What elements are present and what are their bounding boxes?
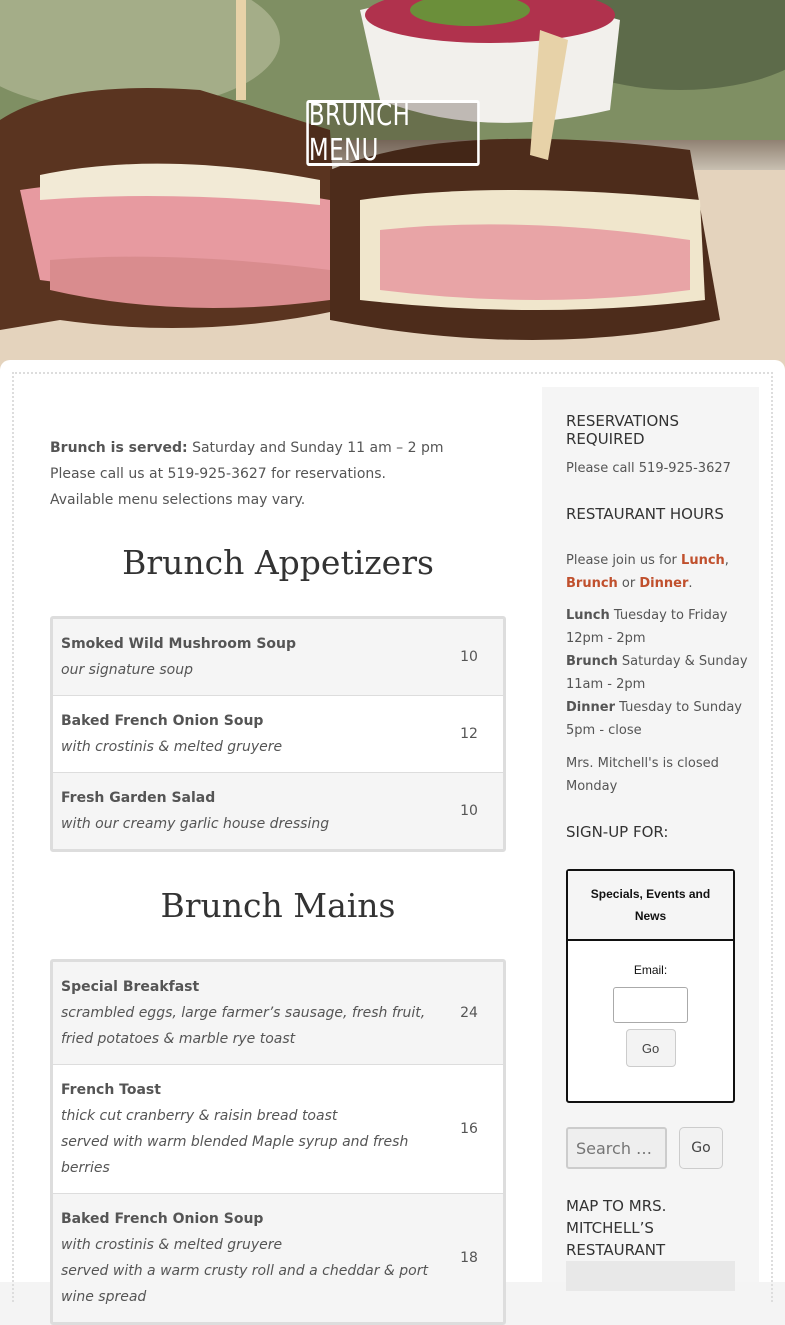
menu-item-desc: with crostinis & melted gruyere bbox=[61, 1237, 283, 1253]
mains-heading: Brunch Mains bbox=[160, 886, 396, 925]
search-go-button[interactable]: Go bbox=[679, 1127, 723, 1169]
map-embed[interactable] bbox=[566, 1261, 735, 1291]
menu-item-text bbox=[61, 1077, 451, 1181]
menu-item-desc: scrambled eggs, large farmer’s sausage, fresh fruit, bbox=[61, 1005, 426, 1021]
brunch-link[interactable]: Brunch bbox=[566, 576, 618, 591]
dinner-hours-value: Tuesday to Sunday 5pm - close bbox=[566, 700, 742, 738]
menu-item-name: Baked French Onion Soup bbox=[61, 713, 264, 729]
reservations-widget-title: RESERVATIONS REQUIRED bbox=[566, 412, 680, 448]
menu-item-desc: served with a warm crusty roll and a cheddar & port wine spread bbox=[61, 1263, 428, 1305]
signup-form bbox=[566, 869, 735, 1103]
signup-heading: Specials, Events and News bbox=[568, 871, 733, 941]
email-field[interactable] bbox=[613, 987, 688, 1023]
menu-item-price: 16 bbox=[460, 1121, 478, 1137]
appetizers-heading: Brunch Appetizers bbox=[122, 543, 434, 582]
availability-line: Available menu selections may vary. bbox=[50, 492, 306, 508]
dinner-link[interactable]: Dinner bbox=[639, 576, 689, 591]
menu-item-text bbox=[61, 974, 451, 1052]
menu-item-price: 18 bbox=[460, 1250, 478, 1266]
menu-item-desc: fried potatoes & marble rye toast bbox=[61, 1031, 296, 1047]
table-row bbox=[53, 696, 503, 773]
page-title: BRUNCH MENU bbox=[306, 100, 479, 166]
hero-banner bbox=[0, 0, 785, 372]
menu-item-name: French Toast bbox=[61, 1082, 161, 1098]
hours-join-text bbox=[566, 549, 741, 595]
reservation-line: Please call us at 519-925-3627 for reservations. bbox=[50, 466, 386, 482]
dinner-hours bbox=[566, 696, 751, 742]
mains-table bbox=[50, 959, 506, 1325]
period-text: . bbox=[688, 576, 693, 591]
menu-item-price: 12 bbox=[460, 726, 478, 742]
sidebar bbox=[542, 387, 759, 1282]
table-row bbox=[53, 1065, 503, 1194]
menu-item-desc: served with warm blended Maple syrup and fresh berries bbox=[61, 1134, 409, 1176]
join-prefix: Please join us for bbox=[566, 553, 682, 568]
menu-item-price: 24 bbox=[460, 1005, 478, 1021]
comma-text: , bbox=[724, 553, 729, 568]
brunch-intro bbox=[50, 435, 506, 513]
hours-schedule bbox=[566, 604, 751, 742]
appetizers-table bbox=[50, 616, 506, 852]
main-content bbox=[50, 435, 506, 1325]
closed-notice: Mrs. Mitchell's is closed Monday bbox=[566, 756, 719, 794]
dinner-label: Dinner bbox=[566, 700, 615, 715]
lunch-label: Lunch bbox=[566, 608, 610, 623]
menu-item-name: Smoked Wild Mushroom Soup bbox=[61, 636, 297, 652]
brunch-hours-line bbox=[50, 435, 506, 461]
signup-go-button[interactable]: Go bbox=[626, 1029, 676, 1067]
brunch-hours bbox=[566, 650, 751, 696]
menu-item-desc: with our creamy garlic house dressing bbox=[61, 816, 330, 832]
table-row bbox=[53, 773, 503, 849]
lunch-hours bbox=[566, 604, 751, 650]
or-text: or bbox=[617, 576, 640, 591]
map-widget-title: MAP TO MRS. MITCHELL’S RESTAURANT bbox=[566, 1197, 667, 1259]
menu-item-text bbox=[61, 631, 451, 683]
lunch-hours-value: Tuesday to Friday 12pm - 2pm bbox=[566, 608, 728, 646]
menu-item-desc: our signature soup bbox=[61, 662, 193, 678]
brunch-hours-value: Saturday & Sunday 11am - 2pm bbox=[566, 654, 748, 692]
menu-item-price: 10 bbox=[460, 649, 478, 665]
hours-widget-title: RESTAURANT HOURS bbox=[566, 505, 724, 523]
menu-item-desc: thick cut cranberry & raisin bread toast bbox=[61, 1108, 338, 1124]
menu-item-text bbox=[61, 708, 451, 760]
table-row bbox=[53, 619, 503, 696]
lunch-link[interactable]: Lunch bbox=[681, 553, 725, 568]
menu-item-name: Special Breakfast bbox=[61, 979, 200, 995]
menu-item-price: 10 bbox=[460, 803, 478, 819]
menu-item-desc: with crostinis & melted gruyere bbox=[61, 739, 283, 755]
email-label: Email: bbox=[633, 963, 668, 977]
signup-widget-title: SIGN-UP FOR: bbox=[566, 823, 669, 841]
brunch-served-label: Brunch is served: bbox=[50, 440, 188, 456]
table-row bbox=[53, 1194, 503, 1322]
hero-sandwich-image bbox=[0, 0, 785, 372]
menu-item-text bbox=[61, 785, 451, 837]
menu-item-text bbox=[61, 1206, 451, 1310]
brunch-label: Brunch bbox=[566, 654, 618, 669]
reservations-text: Please call 519-925-3627 bbox=[566, 461, 731, 476]
menu-item-name: Baked French Onion Soup bbox=[61, 1211, 264, 1227]
search-input[interactable] bbox=[566, 1127, 667, 1169]
menu-item-name: Fresh Garden Salad bbox=[61, 790, 216, 806]
brunch-served-value: Saturday and Sunday 11 am – 2 pm bbox=[187, 440, 444, 456]
table-row bbox=[53, 962, 503, 1065]
